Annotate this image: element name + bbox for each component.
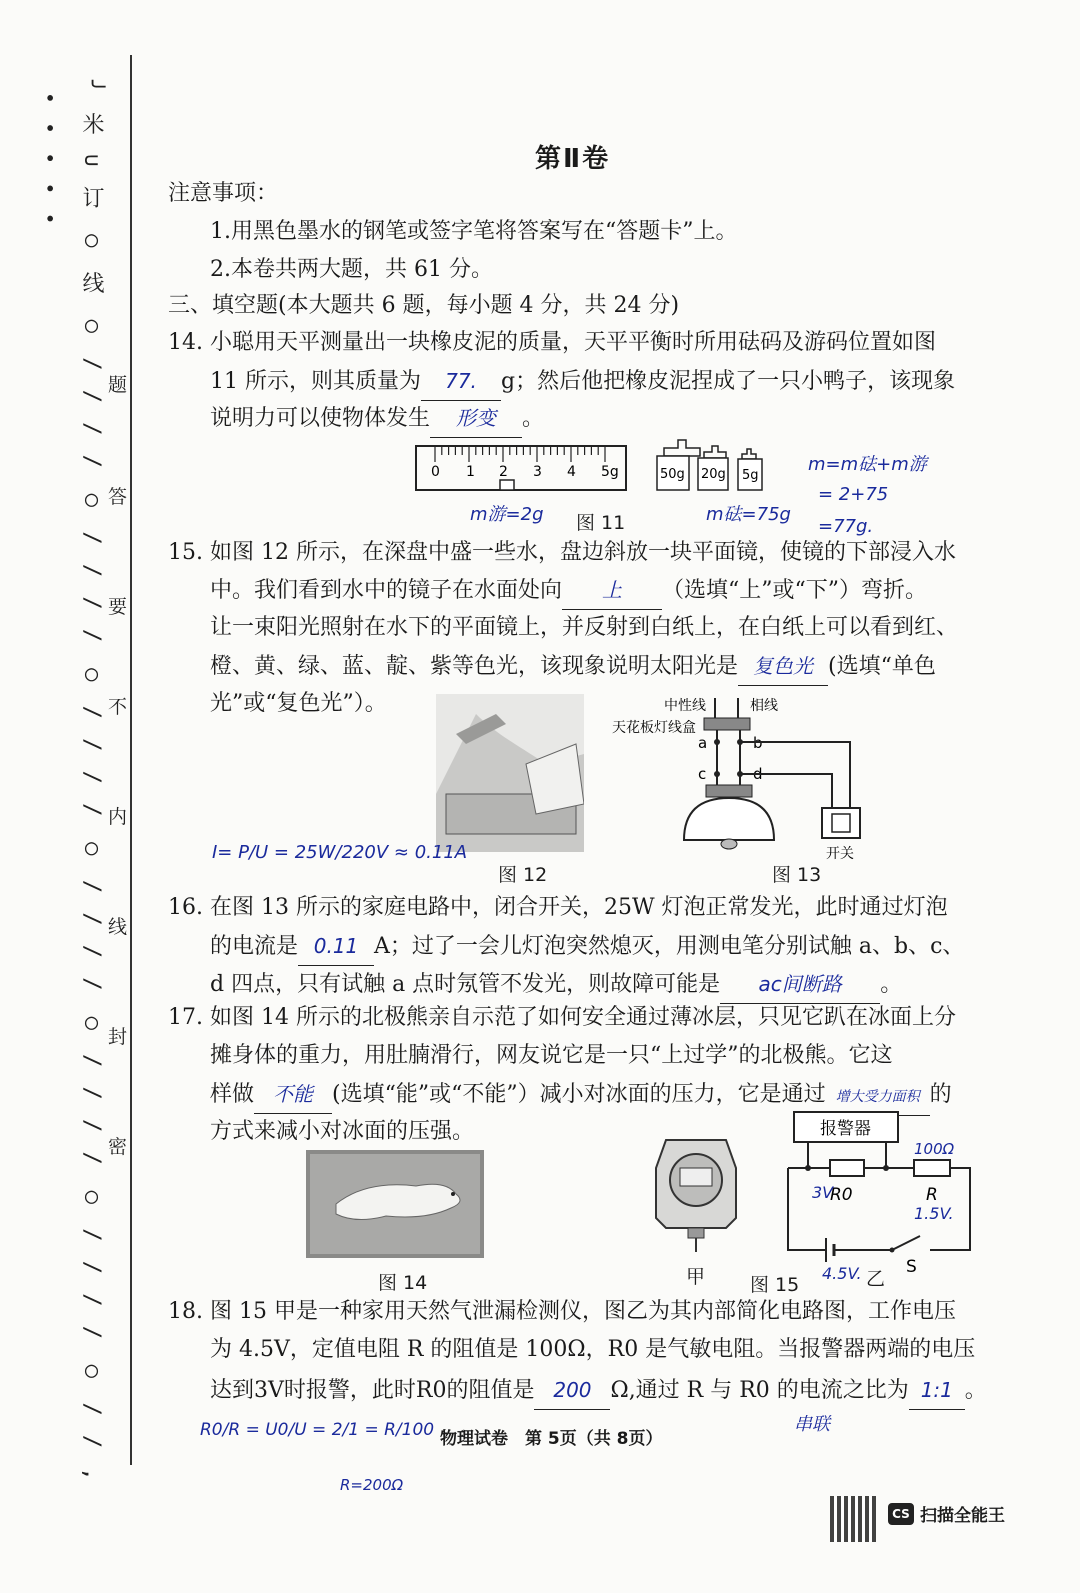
- q15-text: 橙、黄、绿、蓝、靛、紫等色光，该现象说明太阳光是: [210, 654, 739, 679]
- notice-item: 2.本卷共两大题，共 61 分。: [210, 257, 493, 282]
- q16-line2: [210, 928, 964, 966]
- tick-label: 3: [533, 464, 542, 480]
- tick-label: 0: [431, 464, 440, 480]
- neutral-label: 中性线: [664, 698, 706, 714]
- fig15-label: 图 15: [750, 1274, 800, 1296]
- q15-text: 中。我们看到水中的镜子在水面处向: [210, 578, 563, 603]
- answer-blank: [254, 1076, 332, 1114]
- fig11-weights: [654, 436, 769, 496]
- q15-text: （选填“上”或“下”）弯折。: [662, 578, 928, 603]
- q14-text: 。: [522, 406, 545, 431]
- point-d: d: [753, 765, 763, 783]
- fig14-label: 图 14: [378, 1272, 428, 1294]
- q16-text: d 四点，只有试触 a 点时氖管不发光，则故障可能是: [210, 972, 721, 997]
- warning-char: 答: [108, 486, 128, 508]
- notice-heading: 注意事项：: [168, 181, 279, 206]
- note-sum: = 2+75: [818, 484, 889, 505]
- fig15-circuit: [780, 1108, 980, 1278]
- tick-label: 4: [567, 464, 576, 480]
- weight-label: 20g: [701, 467, 726, 482]
- camscanner-logo: CS: [888, 1503, 914, 1525]
- fig11-label: 图 11: [576, 512, 626, 534]
- page-title: 第Ⅱ卷: [535, 144, 611, 174]
- warning-char: 题: [108, 374, 128, 396]
- answer-blank: [534, 1372, 610, 1410]
- fig13-label: 图 13: [772, 864, 822, 886]
- q15-line1: 15. 如图 12 所示，在深盘中盛一些水，盘边斜放一块平面镜，使镜的下部浸入水: [168, 540, 956, 565]
- q18-text: 达到3V时报警，此时R0的阻值是: [210, 1378, 535, 1403]
- handwritten-answer: 上: [602, 578, 623, 602]
- q16-calc-note: I= P/U = 25W/220V ≈ 0.11A: [212, 842, 468, 863]
- binding-line: [130, 55, 132, 1465]
- fig12-label: 图 12: [498, 864, 548, 886]
- answer-blank: [909, 1372, 965, 1410]
- note-series: 串联: [794, 1414, 830, 1435]
- handwritten-answer: ac间断路: [758, 972, 842, 996]
- q16-line3: [210, 966, 902, 1004]
- q17-line1: 17. 如图 14 所示的北极熊亲自示范了如何安全通过薄冰层，只见它趴在冰面上分: [168, 1005, 956, 1030]
- q15-line3: 让一束阳光照射在水下的平面镜上，并反射到白纸上，在白纸上可以看到红、: [210, 615, 959, 640]
- switch-label: 开关: [826, 846, 854, 862]
- qr-code: [830, 1496, 876, 1542]
- note-3v: 3V: [812, 1183, 834, 1202]
- warning-char: 线: [108, 916, 128, 938]
- handwritten-answer: 200: [553, 1378, 592, 1402]
- warning-char: 封: [108, 1026, 128, 1048]
- q17-text: 的: [929, 1082, 952, 1107]
- switch-s-label: S: [906, 1257, 917, 1277]
- page-footer: 物理试卷 第 5页（共 8页）: [440, 1429, 663, 1449]
- handwritten-answer: 1:1: [920, 1378, 953, 1402]
- q15-line2: [210, 572, 927, 610]
- r0-label: R0: [830, 1185, 853, 1205]
- note-total-mass: m=m砝+m游: [808, 454, 927, 475]
- notice-item: 1.用黑色墨水的钢笔或签字笔将答案写在“答题卡”上。: [210, 219, 738, 244]
- q14-line2: [210, 363, 955, 401]
- q17-line2: 摊身体的重力，用肚腩滑行，网友说它是一只“上过学”的北极熊。它这: [210, 1043, 893, 1068]
- handwritten-answer: 增大受力面积: [835, 1089, 920, 1105]
- answer-blank: [430, 400, 522, 438]
- fig15-detector: [650, 1128, 742, 1254]
- q16-line1: 16. 在图 13 所示的家庭电路中，闭合开关，25W 灯泡正常发光，此时通过灯泡: [168, 895, 948, 920]
- fig13-circuit: [610, 690, 880, 868]
- note-weights-mass: m砝=75g: [706, 504, 791, 525]
- fig14-photo: [306, 1150, 484, 1258]
- answer-blank: [421, 363, 501, 401]
- q18-text: 。: [964, 1378, 987, 1403]
- q18-text: Ω,通过 R 与 R0 的电流之比为: [610, 1378, 909, 1403]
- q16-text: A；过了一会儿灯泡突然熄灭，用测电笔分别试触 a、b、c、: [374, 934, 965, 959]
- fig15-jia-label: 甲: [686, 1266, 706, 1288]
- q15-text: (选填“单色: [828, 654, 936, 679]
- tick-label: 2: [499, 464, 508, 480]
- handwritten-answer: 形变: [456, 406, 497, 430]
- note-4-5v: 4.5V.: [822, 1264, 862, 1283]
- q15-line5: 光”或“复色光”）。: [210, 691, 387, 716]
- margin-dots: • • • • •: [38, 92, 62, 231]
- point-b: b: [753, 734, 763, 752]
- q14-text: 11 所示，则其质量为: [210, 369, 421, 394]
- tick-label: 5g: [601, 464, 619, 480]
- answer-blank: [720, 966, 880, 1004]
- warning-char: 不: [108, 696, 128, 718]
- note-1-5v: 1.5V.: [914, 1204, 954, 1223]
- handwritten-answer: 不能: [273, 1082, 314, 1106]
- q18-line2: 为 4.5V，定值电阻 R 的阻值是 100Ω，R0 是气敏电阻。当报警器两端的电压: [210, 1337, 976, 1362]
- answer-blank: [298, 928, 374, 966]
- q18-line1: 18. 图 15 甲是一种家用天然气泄漏检测仪，图乙为其内部简化电路图，工作电压: [168, 1299, 956, 1324]
- note-rider-mass: m游=2g: [470, 504, 544, 525]
- q14-text: g；然后他把橡皮泥捏成了一只小鸭子，该现象: [501, 369, 956, 394]
- q17-text: (选填“能”或“不能”）减小对冰面的压力，它是通过: [332, 1082, 826, 1107]
- tick-label: 1: [466, 464, 475, 480]
- q15-line4: [210, 648, 936, 686]
- fig15-yi-label: 乙: [866, 1268, 886, 1290]
- camscanner-text: 扫描全能王: [920, 1506, 1005, 1526]
- section-heading: 三、填空题(本大题共 6 题，每小题 4 分，共 24 分): [168, 293, 680, 318]
- point-a: a: [698, 734, 708, 752]
- note-100-ohm: 100Ω: [914, 1140, 955, 1158]
- rider: [500, 480, 514, 490]
- seal-line-text: ╯ 米 ∪ 订 ○ 线 ○ / / / / ○ / / / / ○ / / / / ○ / / / / ○ / / / / ○ / / / / ○ / / ,: [79, 80, 104, 1484]
- alarm-label: 报警器: [820, 1119, 871, 1139]
- handwritten-answer: 77.: [445, 369, 477, 393]
- answer-blank: [738, 648, 828, 686]
- warning-char: 内: [108, 806, 128, 828]
- point-c: c: [698, 765, 707, 783]
- weight-label: 5g: [742, 468, 759, 483]
- q16-text: 。: [880, 972, 903, 997]
- r-label: R: [926, 1185, 938, 1205]
- q18-result-note: R=200Ω: [340, 1476, 404, 1494]
- q14-line3: [210, 400, 544, 438]
- fig12-photo: [436, 694, 584, 852]
- q18-line3: [210, 1372, 987, 1410]
- q17-line4: 方式来减小对冰面的压强。: [210, 1119, 475, 1144]
- warning-char: 密: [108, 1136, 128, 1158]
- fig11-ruler: [415, 436, 630, 496]
- answer-blank: [562, 572, 662, 610]
- phase-label: 相线: [750, 698, 778, 714]
- q18-calc-note: R0/R = U0/U = 2/1 = R/100: [200, 1420, 435, 1440]
- handwritten-answer: 复色光: [753, 654, 814, 678]
- q16-text: 的电流是: [210, 934, 299, 959]
- q17-text: 样做: [210, 1082, 255, 1107]
- q14-text: 说明力可以使物体发生: [210, 406, 431, 431]
- handwritten-answer: 0.11: [313, 934, 359, 958]
- q14-line1: 14. 小聪用天平测量出一块橡皮泥的质量，天平平衡时所用砝码及游码位置如图: [168, 330, 936, 355]
- note-result: =77g.: [818, 516, 874, 537]
- weight-label: 50g: [660, 467, 685, 482]
- warning-char: 要: [108, 596, 128, 618]
- box-label: 天花板灯线盒: [612, 720, 696, 736]
